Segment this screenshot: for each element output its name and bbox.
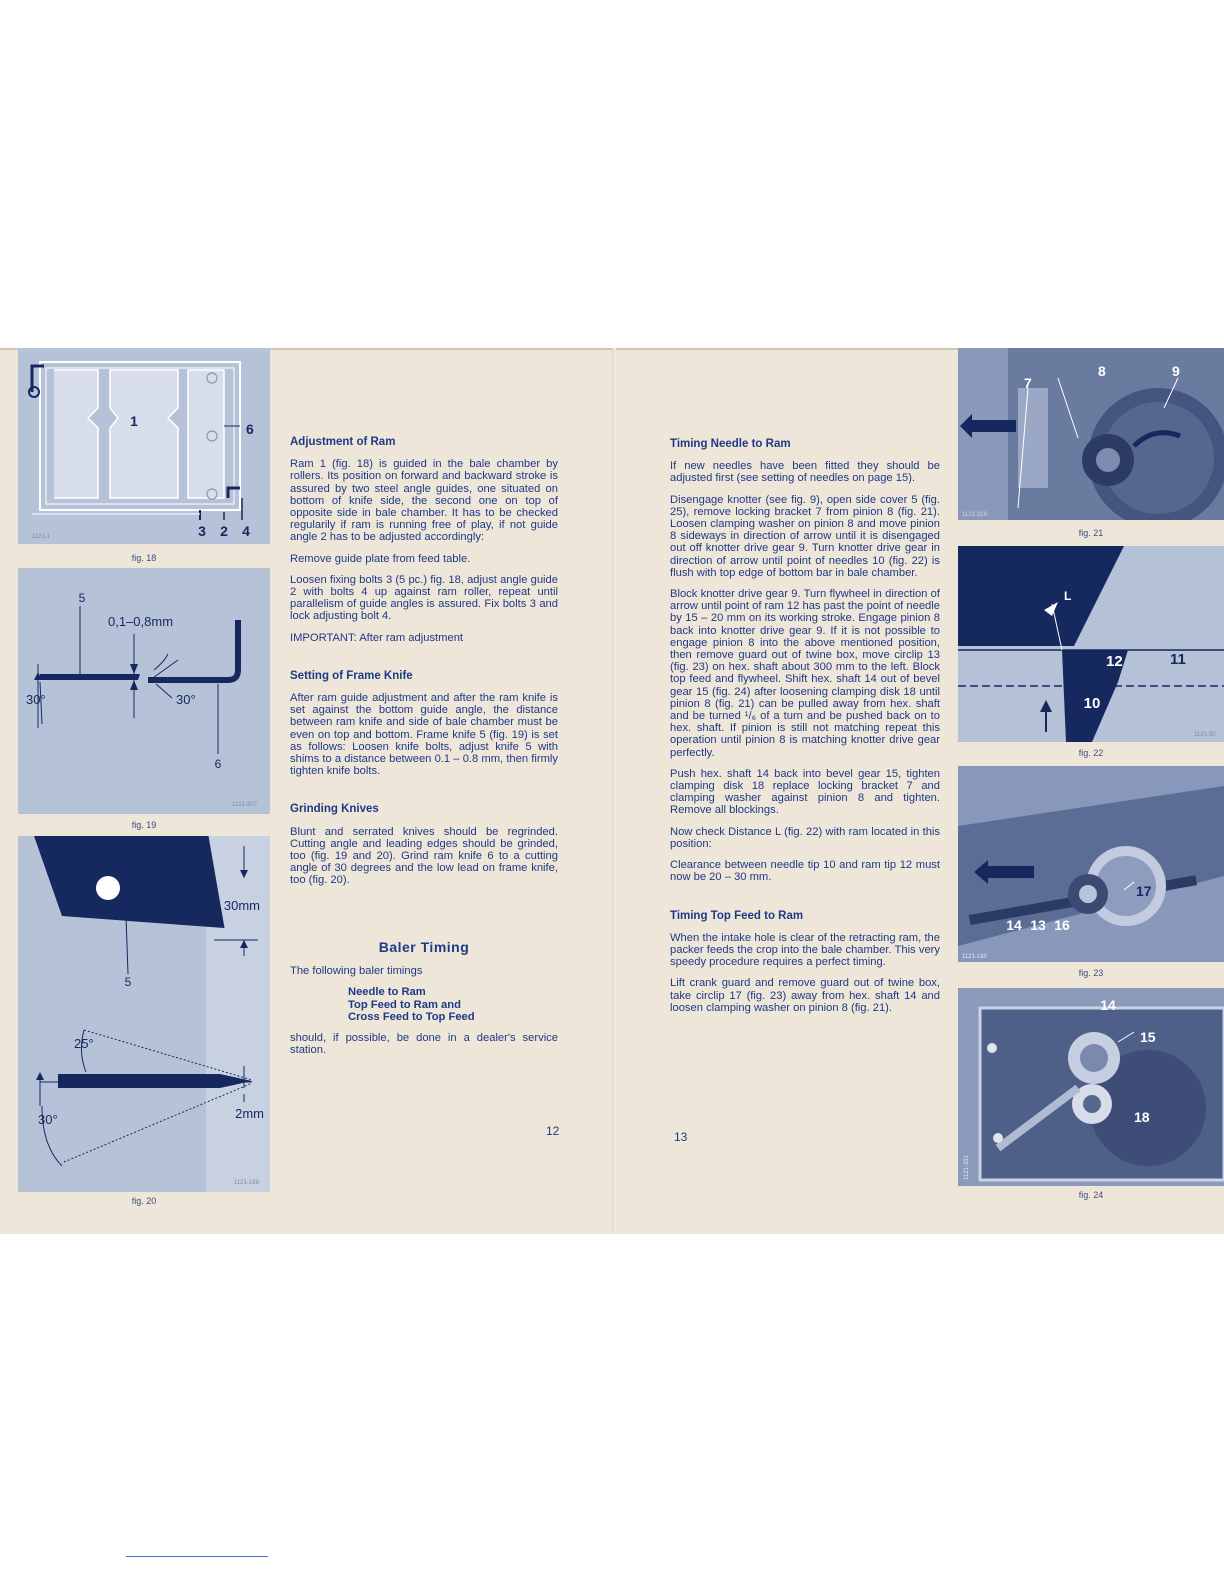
fig22-caption: fig. 22 <box>1078 748 1104 758</box>
page-number-left: 12 <box>546 1124 560 1138</box>
left-text-column <box>290 436 558 1065</box>
timing-list <box>348 986 558 1024</box>
fig24-label-15: 15 <box>1140 1029 1156 1045</box>
timing-item: Top Feed to Ram and <box>348 998 461 1011</box>
paragraph: IMPORTANT: After ram adjustment <box>290 631 464 644</box>
paragraph: When the intake hole is clear of the retracting ram, the packer feeds the crop into the bale chamber. This very speedy procedure requires a perfect timing. <box>670 931 940 969</box>
paragraph: should, if possible, be done in a dealer's service station. <box>290 1031 558 1056</box>
fig20-label-5: 5 <box>124 975 132 989</box>
figure-21-photo <box>958 348 1224 520</box>
timing-item: Needle to Ram <box>348 986 426 999</box>
paragraph: Block knotter drive gear 9. Turn flywheel in direction of arrow until point of ram 12 has past the point of needle by 15 – 20 mm on its working stroke. Engage pinion 8 back into knotter drive gear 9. If it is not possible to engage pinion 8 into the above mentioned position, then remove guard out of twine box, move circlip 13 (fig. 23) on hex. shaft about 300 mm to the left. Block top feed and flywheel. Shift hex. shaft 14 out of bevel gear 15 (fig. 24) after loosening clamping disk 18 until pinion 8 (fig. 21) can be pulled away from hex. shaft and be turned ¹/₆ of a turn and be pushed back on to hex. shaft. If pinion is still not matching repeat this operation until pinion 8 is matching knotter drive gear perfectly. <box>670 588 940 759</box>
fig22-label-L: L <box>1064 589 1072 603</box>
fig19-label-30a: 30° <box>26 692 46 707</box>
fig23-label-17: 17 <box>1136 883 1152 899</box>
figure-21 <box>958 348 1224 520</box>
fig18-label-4: 4 <box>242 523 250 539</box>
fig18-code: 1121-1 <box>32 534 51 540</box>
figure-19-drawing <box>18 568 270 814</box>
paragraph: The following baler timings <box>290 964 423 977</box>
fig19-label-6: 6 <box>214 757 222 771</box>
fig24-code: 1121-331 <box>964 1155 970 1180</box>
paragraph: Loosen fixing bolts 3 (5 pc.) fig. 18, adjust angle guide 2 with bolts 4 up against ram roller, repeat until parallelism of guide angles is assured. Fix bolts 3 and lock adjusting bolt 4. <box>290 573 558 623</box>
figure-23-photo <box>958 766 1224 962</box>
page-gutter <box>612 348 616 1232</box>
footer-rule <box>126 1556 268 1557</box>
fig18-label-1: 1 <box>130 413 138 429</box>
fig18-caption: fig. 18 <box>131 553 157 563</box>
fig23-caption: fig. 23 <box>1078 968 1104 978</box>
fig24-label-14: 14 <box>1100 997 1116 1013</box>
fig21-caption: fig. 21 <box>1078 528 1104 538</box>
figure-18-drawing <box>18 348 270 544</box>
heading-grinding-knives: Grinding Knives <box>290 803 379 816</box>
heading-adjustment-of-ram: Adjustment of Ram <box>290 436 396 448</box>
paragraph: Clearance between needle tip 10 and ram tip 12 must now be 20 – 30 mm. <box>670 859 940 884</box>
paragraph: Remove guide plate from feed table. <box>290 552 471 565</box>
figure-20-drawing <box>18 836 270 1192</box>
heading-timing-top-feed-to-ram: Timing Top Feed to Ram <box>670 909 804 922</box>
fig20-code: 1121-188 <box>234 1180 259 1186</box>
fig23-label-16: 16 <box>1054 917 1070 933</box>
fig18-label-3: 3 <box>198 523 206 539</box>
figure-23 <box>958 766 1224 962</box>
paragraph: If new needles have been fitted they should be adjusted first (see setting of needles on page 15). <box>670 460 940 485</box>
fig21-label-8: 8 <box>1098 363 1106 379</box>
page-number-right: 13 <box>674 1130 688 1144</box>
fig23-label-13: 13 <box>1030 917 1046 933</box>
paragraph: Push hex. shaft 14 back into bevel gear 15, tighten clamping disk 18 replace locking bracket 7 and clamping washer against pinion 8 and tighten. Remove all blockings. <box>670 767 940 817</box>
fig22-label-11: 11 <box>1170 651 1186 668</box>
heading-baler-timing: Baler Timing <box>378 938 470 955</box>
fig22-label-12: 12 <box>1106 653 1123 670</box>
right-text-column <box>670 438 940 1023</box>
paragraph: Disengage knotter (see fig. 9), open side cover 5 (fig. 25), remove locking bracket 7 from pinion 8 (fig. 21). Loosen clamping washer on pinion 8 and move pinion 8 sideways in direction of arrow until it is disengaged out off knotter drive gear 9. Turn knotter drive gear in direction of arrow until point of needles 10 (fig. 22) is flush with top edge of bottom bar in bale chamber. <box>670 493 940 579</box>
fig21-label-7: 7 <box>1024 375 1032 391</box>
paragraph: Blunt and serrated knives should be regrinded. Cutting angle and leading edges should be grinded, too (fig. 19 and 20). Grind ram knife 6 to a cutting angle of 30 degrees and the low lead on frame knife, too (fig. 20). <box>290 825 558 887</box>
fig19-code: 1121-307 <box>232 802 257 808</box>
fig19-caption: fig. 19 <box>131 820 157 830</box>
fig22-code: 1121-30 <box>1194 732 1216 738</box>
figure-24-photo <box>958 988 1224 1186</box>
figure-22 <box>958 546 1224 742</box>
fig23-label-14: 14 <box>1006 917 1022 933</box>
figure-24 <box>958 988 1224 1186</box>
fig24-caption: fig. 24 <box>1078 1190 1104 1200</box>
fig18-label-6: 6 <box>246 421 254 437</box>
fig24-label-18: 18 <box>1134 1109 1150 1125</box>
fig19-label-30b: 30° <box>176 692 196 707</box>
fig19-label-5: 5 <box>78 591 86 605</box>
fig21-code: 1121-319 <box>962 512 987 518</box>
fig20-label-2mm: 2mm <box>235 1106 264 1121</box>
figure-19 <box>18 568 270 814</box>
heading-timing-needle-to-ram: Timing Needle to Ram <box>670 438 791 450</box>
fig23-code: 1121-180 <box>962 954 987 960</box>
paragraph: Now check Distance L (fig. 22) with ram located in this position: <box>670 825 940 850</box>
fig20-label-30: 30° <box>38 1112 58 1127</box>
figure-20 <box>18 836 270 1192</box>
fig22-label-10: 10 <box>1083 695 1101 712</box>
figure-22-drawing <box>958 546 1224 742</box>
fig20-label-30mm: 30mm <box>223 898 260 913</box>
figure-18 <box>18 348 270 544</box>
paragraph: Lift crank guard and remove guard out of twine box, take circlip 17 (fig. 23) away from hex. shaft 14 and loosen clamping washer on pinion 8 (fig. 21). <box>670 977 940 1014</box>
timing-item: Cross Feed to Top Feed <box>348 1011 475 1024</box>
heading-setting-of-frame-knife: Setting of Frame Knife <box>290 669 413 682</box>
fig18-label-2: 2 <box>220 523 228 539</box>
paragraph: After ram guide adjustment and after the ram knife is set against the bottom guide angle, the distance between ram knife and side of bale chamber must be even on top and bottom. Frame knife 5 (fig. 19) is set as follows: Loosen knife bolts, adjust knife 5 with shims to a distance between 0.1 – 0.8 mm, then firmly tighten knife bolts. <box>290 692 558 778</box>
fig20-caption: fig. 20 <box>131 1196 157 1206</box>
paragraph: Ram 1 (fig. 18) is guided in the bale chamber by rollers. Its position on forward and backward stroke is assured by two steel angle guides, one situated on bottom of knife side, the second one on top of opposite side in bale chamber. It has to be checked regularily if ram is running free of play, if not guide angle 2 has to be adjusted accordingly: <box>290 458 558 544</box>
fig20-label-25: 25° <box>74 1036 94 1051</box>
fig19-label-gap: 0,1–0,8mm <box>108 614 174 629</box>
fig21-label-9: 9 <box>1172 363 1180 379</box>
